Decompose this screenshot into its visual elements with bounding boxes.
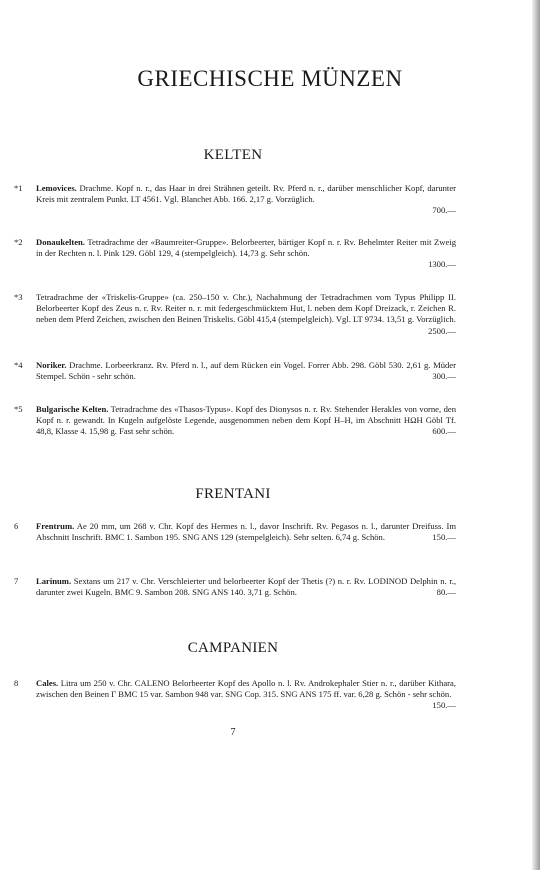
- entry-name: Larinum.: [36, 576, 72, 586]
- entry-text: Tetradrachme der «Baumreiter-Gruppe». Belorbeerter, bärtiger Kopf n. r. Rv. Behelmter Reiter mit Zweig in der Rechten n. l. Pink 129. Göbl 129, 4 (stempelgleich). 14,73 g. Sehr schön.: [36, 237, 456, 259]
- entry-price: 80.—: [436, 587, 456, 598]
- entry-price: 300.—: [432, 371, 456, 382]
- entry-body: [36, 292, 456, 337]
- entry-name: Cales.: [36, 678, 59, 688]
- entry-body: [36, 360, 456, 382]
- entry-text: Sextans um 217 v. Chr. Verschleierter und belorbeerter Kopf der Thetis (?) n. r. Rv. LODINOD Delphin n. r., darunter zwei Kugeln. BMC 9. Sambon 208. SNG ANS 140. 3,71 g. Schön.: [36, 576, 456, 598]
- entry-text: Litra um 250 v. Chr. CALENO Belorbeerter Kopf des Apollo n. l. Rv. Androkephaler Stier n. r., darüber Kithara, zwischen den Beinen Γ BMC 15 var. Sambon 948 var. SNG Cop. 315. SNG ANS 175 ff. var. 6,28 g. Schön - sehr schön.: [36, 678, 456, 700]
- entry-name: Noriker.: [36, 360, 67, 370]
- entry-text: Drachme. Kopf n. r., das Haar in drei Strähnen geteilt. Rv. Pferd n. r., darüber menschlicher Kopf, darunter Kreis mit zentralem Punkt. LT 4561. Vgl. Blanchet Abb. 166. 2,17 g. Vorzüglich.: [36, 183, 456, 205]
- entry-price: 150.—: [432, 532, 456, 543]
- entry-price: 2500.—: [428, 325, 456, 336]
- entry-price: 600.—: [432, 426, 456, 437]
- entry-name: Donaukelten.: [36, 237, 85, 247]
- entry-text: Tetradrachme des «Thasos-Typus». Kopf des Dionysos n. r. Rv. Stehender Herakles von vorne, den Kopf n. r. gewandt. In Kugeln aufgelöste Legende, ausgenommen neben dem Kopf H–H, im Abschnitt HΩH Göbl Tf. 48,8, Klasse 4. 15,98 g. Fast sehr schön.: [36, 404, 456, 437]
- entry-number: *2: [14, 237, 23, 247]
- section-heading-frentani: FRENTANI: [195, 486, 271, 502]
- section-heading-kelten: KELTEN: [203, 147, 263, 163]
- entry-body: [36, 404, 456, 438]
- entry-name: Lemovices.: [36, 183, 77, 193]
- entry-body: [36, 521, 456, 543]
- entry-body: [36, 183, 456, 217]
- entry-number: 6: [14, 521, 19, 531]
- entry-name: Frentrum.: [36, 521, 75, 531]
- entry-text: Ae 20 mm, um 268 v. Chr. Kopf des Hermes n. l., davor Inschrift. Rv. Pegasos n. l., darunter Dreifuss. Im Abschnitt Inschrift. BMC 1. Sambon 195. SNG ANS 129 (stempelgleich). Sehr selten. 6,74 g. Schön.: [36, 521, 456, 543]
- entry-number: 7: [14, 576, 19, 586]
- entry-number: *1: [14, 183, 23, 193]
- entry-body: [36, 576, 456, 598]
- entry-name: Bulgarische Kelten.: [36, 404, 109, 414]
- entry-body: [36, 237, 456, 271]
- entry-number: *5: [14, 404, 23, 414]
- entry-price: 150.—: [432, 700, 456, 711]
- entry-text: Drachme. Lorbeerkranz. Rv. Pferd n. l., auf dem Rücken ein Vogel. Forrer Abb. 298. Göbl 530. 2,61 g. Müder Stempel. Schön - sehr schön.: [36, 360, 456, 382]
- entry-number: *3: [14, 292, 23, 302]
- page-number: 7: [230, 727, 236, 738]
- entry-text: Tetradrachme der «Triskelis-Gruppe» (ca. 250–150 v. Chr.), Nachahmung der Tetradrachmen vom Typus Philipp II. Belorbeerter Kopf des Zeus n. r. Rv. Reiter n. r. mit federgeschmücktem Hut, l. neben dem Kopf Dreizack, r. Zeichen R. neben dem Pferd Zeichen, zwischen den Beinen Triskelis. Göbl 415,4 (stempelgleich). Vgl. LT 9734. 13,51 g. Vorzüglich.: [36, 292, 456, 325]
- entry-body: [36, 678, 456, 712]
- section-heading-campanien: CAMPANIEN: [187, 640, 279, 656]
- page-title: GRIECHISCHE MÜNZEN: [137, 66, 403, 91]
- entry-number: 8: [14, 678, 19, 688]
- entry-number: *4: [14, 360, 23, 370]
- entry-price: 1300.—: [428, 259, 456, 270]
- page-edge-shadow: [532, 0, 540, 870]
- entry-price: 700.—: [432, 205, 456, 216]
